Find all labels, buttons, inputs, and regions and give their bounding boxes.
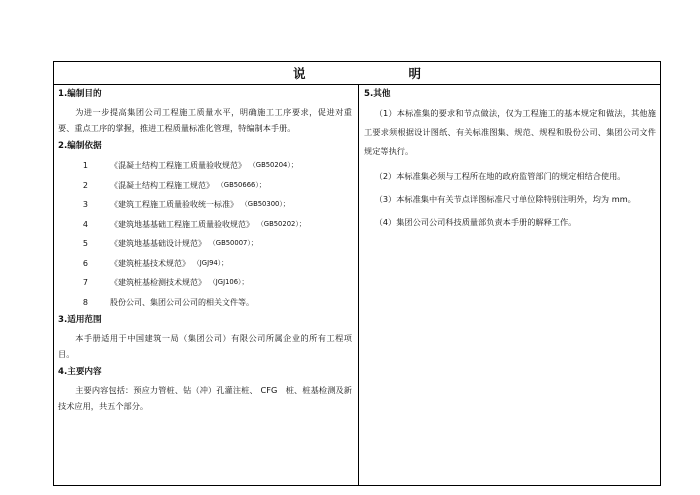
item-text: 《建筑工程施工质量验收统一标准》 bbox=[110, 200, 238, 210]
item-number: 5 bbox=[82, 239, 88, 249]
note-item: （4）集团公司公司科技质量部负责本手册的解释工作。 bbox=[374, 217, 577, 227]
section-purpose bbox=[58, 89, 352, 136]
item-text: 《混凝土结构工程施工质量验收规范》 bbox=[110, 161, 246, 171]
list-item bbox=[58, 234, 352, 254]
item-code: （GB50007）； bbox=[209, 239, 258, 248]
note-item: （2）本标准集必须与工程所在地的政府监管部门的规定相结合使用。 bbox=[374, 171, 626, 181]
item-text: 《建筑地基基础设计规范》 bbox=[110, 239, 206, 249]
reference-list bbox=[58, 156, 352, 312]
item-number: 6 bbox=[82, 258, 88, 268]
item-number: 1 bbox=[82, 161, 88, 171]
item-number: 3 bbox=[82, 200, 88, 210]
note-item: （3）本标准集中有关节点详图标准尺寸单位除特别注明外，均为 mm。 bbox=[374, 194, 636, 204]
section-heading: 4.主要内容 bbox=[58, 367, 102, 377]
item-number: 8 bbox=[82, 297, 88, 307]
list-item bbox=[58, 293, 352, 313]
item-number: 4 bbox=[82, 219, 88, 229]
document-frame bbox=[53, 61, 661, 486]
item-text: 《建筑桩基检测技术规范》 bbox=[110, 278, 206, 288]
section-other bbox=[364, 89, 656, 229]
section-content bbox=[58, 367, 352, 414]
section-basis bbox=[58, 141, 352, 312]
section-heading: 1.编制目的 bbox=[58, 89, 102, 99]
section-heading: 2.编制依据 bbox=[58, 141, 102, 151]
right-column bbox=[359, 85, 662, 238]
list-item bbox=[58, 156, 352, 176]
item-text: 《混凝土结构工程施工规范》 bbox=[110, 180, 214, 190]
list-item bbox=[58, 195, 352, 215]
item-code: （JGJ94）； bbox=[193, 258, 228, 267]
section-text: 主要内容包括：预应力管桩、钻（冲）孔灌注桩、 CFG 桩、桩基检测及新技术应用，共五个部分。 bbox=[58, 385, 352, 411]
title-row bbox=[54, 62, 660, 85]
list-item bbox=[58, 176, 352, 196]
section-heading: 3.适用范围 bbox=[58, 315, 102, 325]
item-text: 《建筑桩基技术规范》 bbox=[110, 258, 190, 268]
list-item bbox=[58, 215, 352, 235]
item-code: （GB50300）； bbox=[241, 200, 290, 209]
item-code: （GB50204）； bbox=[249, 161, 298, 170]
note-item: （1）本标准集的要求和节点做法，仅为工程施工的基本规定和做法，其他施工要求须根据设计图纸、有关标准图集、规范、规程和股份公司、集团公司文件规定等执行。 bbox=[364, 108, 656, 156]
left-column bbox=[54, 85, 358, 414]
item-code: （GB50202）； bbox=[257, 219, 306, 228]
list-item bbox=[58, 254, 352, 274]
item-text: 股份公司、集团公司公司的相关文件等。 bbox=[110, 297, 254, 307]
item-code: （JGJ106）； bbox=[209, 278, 249, 287]
section-heading: 5.其他 bbox=[364, 89, 391, 99]
page-title: 说 明 bbox=[292, 66, 447, 81]
item-number: 2 bbox=[82, 180, 88, 190]
item-number: 7 bbox=[82, 278, 88, 288]
section-text: 为进一步提高集团公司工程施工质量水平，明确施工工序要求，促进对重要、重点工序的掌握，推进工程质量标准化管理，特编制本手册。 bbox=[58, 107, 352, 133]
list-item bbox=[58, 273, 352, 293]
item-code: （GB50666）； bbox=[217, 180, 266, 189]
section-text: 本手册适用于中国建筑一局（集团公司）有限公司所属企业的所有工程项目。 bbox=[58, 333, 352, 359]
section-scope bbox=[58, 315, 352, 362]
item-text: 《建筑地基基础工程施工质量验收规范》 bbox=[110, 219, 254, 229]
